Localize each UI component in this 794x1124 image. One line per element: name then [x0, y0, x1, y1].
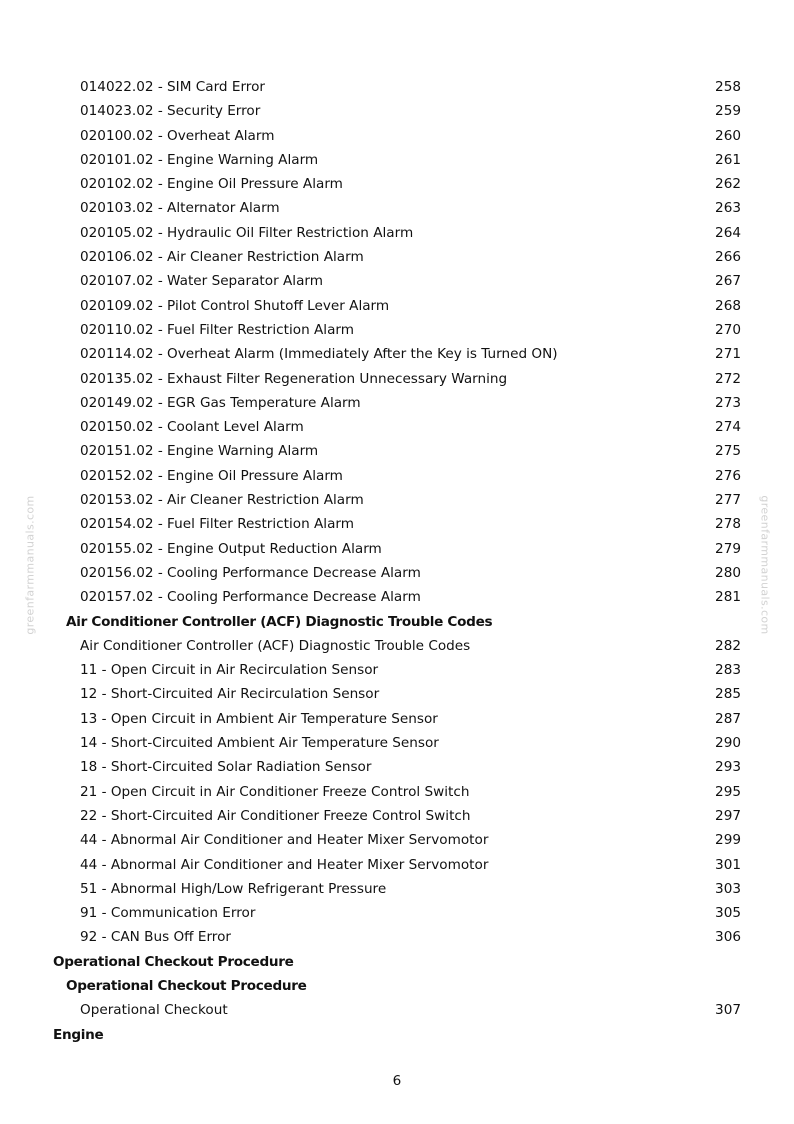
toc-entry[interactable]: [0, 537, 794, 561]
toc-entry-page: 287: [715, 710, 741, 727]
toc-entry-title: Air Conditioner Controller (ACF) Diagnostic Trouble Codes: [80, 637, 471, 654]
toc-entry-title: 020102.02 - Engine Oil Pressure Alarm: [80, 176, 343, 193]
toc-entry[interactable]: [0, 245, 794, 269]
toc-entry-title: Operational Checkout Procedure: [66, 977, 307, 994]
toc-heading[interactable]: [0, 950, 794, 974]
toc-entry-title: 12 - Short-Circuited Air Recirculation Sensor: [80, 686, 380, 703]
toc-entry-title: 020154.02 - Fuel Filter Restriction Alarm: [80, 516, 355, 533]
toc-entry[interactable]: [0, 269, 794, 293]
toc-entry-title: 51 - Abnormal High/Low Refrigerant Pressure: [80, 880, 387, 897]
toc-entry-page: 258: [715, 79, 741, 95]
toc-entry-title: 92 - CAN Bus Off Error: [80, 929, 231, 946]
toc-entry-title: 020155.02 - Engine Output Reduction Alarm: [80, 540, 382, 557]
toc-entry-page: 282: [715, 637, 741, 654]
toc-entry-title: 020100.02 - Overheat Alarm: [80, 127, 275, 144]
toc-entry-page: 270: [715, 321, 741, 338]
toc-entry-page: 268: [715, 297, 741, 314]
toc-entry[interactable]: [0, 172, 794, 196]
toc-entry-page: 267: [715, 273, 741, 290]
toc-entry-page: 290: [715, 735, 741, 752]
toc-entry[interactable]: [0, 148, 794, 172]
toc-entry-title: 22 - Short-Circuited Air Conditioner Freeze Control Switch: [80, 807, 471, 824]
toc-entry-title: 020101.02 - Engine Warning Alarm: [80, 151, 319, 168]
toc-entry[interactable]: [0, 439, 794, 463]
toc-entry-title: 020149.02 - EGR Gas Temperature Alarm: [80, 394, 361, 411]
toc-entry-page: 260: [715, 127, 741, 144]
toc-entry[interactable]: [0, 99, 794, 123]
toc-entry-page: 271: [715, 346, 741, 363]
toc-entry-title: 020151.02 - Engine Warning Alarm: [80, 443, 319, 460]
toc-entry[interactable]: [0, 585, 794, 609]
toc-entry[interactable]: [0, 804, 794, 828]
toc-entry-title: 11 - Open Circuit in Air Recirculation Sensor: [80, 662, 379, 679]
toc-entry-title: Operational Checkout Procedure: [53, 953, 294, 970]
toc-entry-page: 295: [715, 783, 741, 800]
toc-entry-page: 276: [715, 467, 741, 484]
toc-entry-page: 301: [715, 856, 741, 873]
toc-entry-title: Engine: [53, 1026, 104, 1043]
toc-entry[interactable]: [0, 998, 794, 1022]
toc-entry-title: 91 - Communication Error: [80, 905, 256, 922]
toc-entry-page: 277: [715, 492, 741, 509]
page-number: 6: [392, 1073, 402, 1089]
toc-entry-title: 14 - Short-Circuited Ambient Air Temperature Sensor: [80, 735, 439, 752]
toc-entry-page: 283: [715, 662, 741, 679]
toc-entry-page: 279: [715, 540, 741, 557]
toc-entry[interactable]: [0, 682, 794, 706]
toc-entry-page: 263: [715, 200, 741, 217]
toc-entry-page: 281: [715, 589, 741, 606]
toc-entry-title: 020152.02 - Engine Oil Pressure Alarm: [80, 467, 343, 484]
toc-entry-title: Air Conditioner Controller (ACF) Diagnostic Trouble Codes: [66, 613, 493, 630]
toc-entry[interactable]: [0, 634, 794, 658]
toc-entry[interactable]: [0, 877, 794, 901]
toc-entry-page: 259: [715, 103, 741, 120]
watermark-left: greenfarmmanuals.com: [23, 495, 37, 635]
toc-entry-page: 306: [715, 929, 741, 946]
toc-entry-page: 278: [715, 516, 741, 533]
toc-entry-title: 020105.02 - Hydraulic Oil Filter Restriction Alarm: [80, 224, 414, 241]
toc-entry-title: 020110.02 - Fuel Filter Restriction Alarm: [80, 321, 355, 338]
toc-heading[interactable]: [0, 1023, 794, 1047]
watermark-right: greenfarmmanuals.com: [758, 495, 772, 635]
toc-entry-title: 014022.02 - SIM Card Error: [80, 79, 266, 95]
toc-entry[interactable]: [0, 124, 794, 148]
toc-entry[interactable]: [0, 561, 794, 585]
toc-entry-title: 020106.02 - Air Cleaner Restriction Alarm: [80, 249, 364, 266]
toc-entry[interactable]: [0, 731, 794, 755]
toc-entry[interactable]: [0, 901, 794, 925]
toc-entry[interactable]: [0, 221, 794, 245]
toc-entry-page: 275: [715, 443, 741, 460]
toc-entry-page: 273: [715, 394, 741, 411]
table-of-contents: [0, 75, 794, 1047]
toc-entry[interactable]: [0, 318, 794, 342]
toc-entry-page: 293: [715, 759, 741, 776]
toc-entry[interactable]: [0, 925, 794, 949]
toc-entry-page: 303: [715, 880, 741, 897]
toc-entry-title: 020109.02 - Pilot Control Shutoff Lever Alarm: [80, 297, 390, 314]
toc-entry-page: 264: [715, 224, 741, 241]
toc-entry[interactable]: [0, 391, 794, 415]
toc-entry-page: 307: [715, 1002, 741, 1019]
toc-entry[interactable]: [0, 828, 794, 852]
toc-entry-page: 305: [715, 905, 741, 922]
toc-entry[interactable]: [0, 488, 794, 512]
toc-entry-title: 020156.02 - Cooling Performance Decrease Alarm: [80, 564, 421, 581]
toc-entry-title: Operational Checkout: [80, 1002, 228, 1019]
toc-entry[interactable]: [0, 75, 794, 99]
toc-entry-title: 44 - Abnormal Air Conditioner and Heater Mixer Servomotor: [80, 856, 489, 873]
toc-entry[interactable]: [0, 512, 794, 536]
toc-entry-page: 261: [715, 151, 741, 168]
toc-entry-title: 13 - Open Circuit in Ambient Air Temperature Sensor: [80, 710, 438, 727]
toc-entry[interactable]: [0, 780, 794, 804]
toc-entry-title: 44 - Abnormal Air Conditioner and Heater Mixer Servomotor: [80, 832, 489, 849]
toc-entry-title: 020114.02 - Overheat Alarm (Immediately After the Key is Turned ON): [80, 346, 558, 363]
toc-entry-page: 266: [715, 249, 741, 266]
toc-entry-title: 020150.02 - Coolant Level Alarm: [80, 419, 304, 436]
toc-entry-page: 297: [715, 807, 741, 824]
toc-entry-title: 020107.02 - Water Separator Alarm: [80, 273, 323, 290]
toc-entry-title: 21 - Open Circuit in Air Conditioner Freeze Control Switch: [80, 783, 470, 800]
toc-entry-page: 262: [715, 176, 741, 193]
toc-entry-title: 020153.02 - Air Cleaner Restriction Alarm: [80, 492, 364, 509]
toc-heading[interactable]: [0, 610, 794, 634]
toc-entry-page: 274: [715, 419, 741, 436]
toc-heading[interactable]: [0, 974, 794, 998]
toc-entry-title: 020135.02 - Exhaust Filter Regeneration Unnecessary Warning: [80, 370, 508, 387]
toc-entry-title: 020157.02 - Cooling Performance Decrease Alarm: [80, 589, 421, 606]
toc-entry[interactable]: [0, 367, 794, 391]
toc-entry[interactable]: [0, 658, 794, 682]
toc-entry[interactable]: [0, 415, 794, 439]
toc-entry[interactable]: [0, 755, 794, 779]
toc-entry-page: 280: [715, 564, 741, 581]
toc-entry[interactable]: [0, 707, 794, 731]
toc-entry-title: 18 - Short-Circuited Solar Radiation Sensor: [80, 759, 372, 776]
toc-entry-title: 014023.02 - Security Error: [80, 103, 261, 120]
toc-entry[interactable]: [0, 294, 794, 318]
toc-entry-page: 272: [715, 370, 741, 387]
toc-entry[interactable]: [0, 342, 794, 366]
toc-entry-title: 020103.02 - Alternator Alarm: [80, 200, 280, 217]
toc-entry[interactable]: [0, 196, 794, 220]
toc-entry[interactable]: [0, 853, 794, 877]
toc-entry-page: 285: [715, 686, 741, 703]
toc-entry[interactable]: [0, 464, 794, 488]
toc-entry-page: 299: [715, 832, 741, 849]
